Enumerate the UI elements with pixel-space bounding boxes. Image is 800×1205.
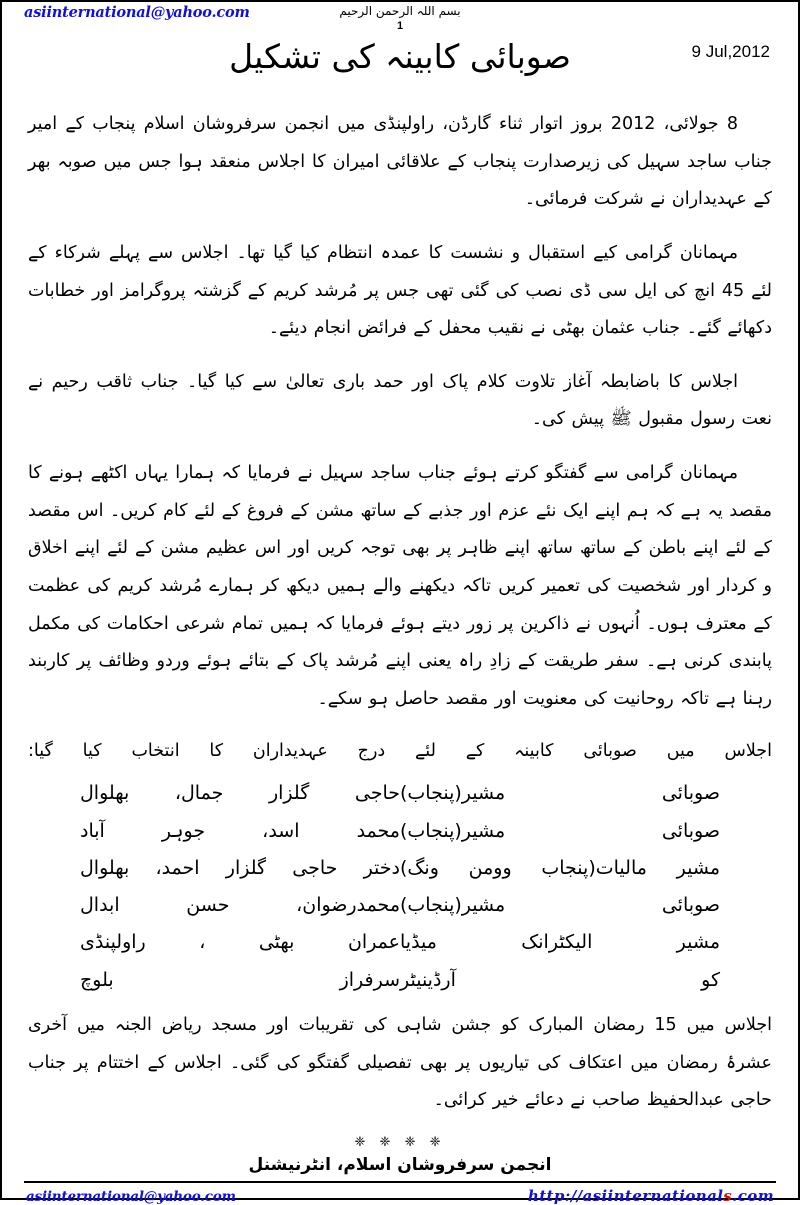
cabinet-role: صوبائی مشیر(پنجاب) <box>400 819 720 842</box>
cabinet-role: صوبائی مشیر(پنجاب) <box>400 782 720 805</box>
organization-name: انجمن سرفروشان اسلام، انٹرنیشنل <box>248 1154 552 1175</box>
cabinet-role: کو آرڈینیٹر <box>400 968 720 991</box>
table-row <box>80 775 720 812</box>
footer-email-link[interactable]: asiinternational@yahoo.com <box>26 1188 236 1205</box>
paragraph: 8 جولائی، 2012 بروز اتوار ثناء گارڈن، راولپنڈی میں انجمن سرفروشان اسلام پنجاب کے امیر جناب ساجد سہیل کی زیرصدارت پنجاب کے علاقائی امیران کا اجلاس منعقد ہوا جس میں صوبہ بھر کے عہدیداران نے شرکت فرمائی۔ <box>28 114 772 210</box>
cabinet-name: دختر حاجی گلزار احمد، بھلوال <box>80 856 400 879</box>
cabinet-table <box>80 775 720 999</box>
ornament-divider-icon: ❈ ❈ ❈ ❈ <box>354 1134 446 1150</box>
table-row <box>80 962 720 999</box>
footer-divider <box>24 1181 776 1183</box>
cabinet-name: سرفراز بلوچ <box>80 968 400 991</box>
footer-links <box>2 1187 798 1205</box>
footer-url-highlight: s <box>723 1186 733 1205</box>
paragraph: مہمانان گرامی سے گفتگو کرتے ہوئے جناب ساجد سہیل نے فرمایا کہ ہمارا یہاں اکٹھے ہونے کا مقصد یہ ہے کہ ہم اپنے ایک نئے عزم اور جذبے کے ساتھ مشن کے فروغ کے لئے کام کریں۔ اس مقصد کے لئے اپنے باطن کے ساتھ ساتھ اپنے ظاہر پر بھی توجہ کریں اور اس عظیم مشن کے لئے اپنے اخلاق و کردار اور شخصیت کی تعمیر کریں تاکہ دیکھنے والے ہمیں دیکھ کر ہمارے مُرشد کریم کی عظمت کے معترف ہوں۔ اُنہوں نے ذاکرین پر زور دیتے ہوئے فرمایا کہ ہمیں تمام شرعی احکامات کی مکمل پابندی کرنی ہے۔ سفر طریقت کے زادِ راہ یعنی اپنے مُرشد پاک کے بتائے ہوئے وردو وظائف پر کاربند رہنا ہے تاکہ روحانیت کی معنویت اور مقصد حاصل ہو سکے۔ <box>28 463 772 709</box>
publication-date: 9 Jul,2012 <box>691 42 770 61</box>
table-row <box>80 813 720 850</box>
table-row <box>80 850 720 887</box>
paragraph: مہمانان گرامی کیے استقبال و نشست کا عمدہ انتظام کیا گیا تھا۔ اجلاس سے پہلے شرکاء کے لئے 45 انچ کی ایل سی ڈی نصب کی گئی تھی جس پر مُرشد کریم کے گزشتہ پروگرامز اور خطابات دکھائے گئے۔ جناب عثمان بھٹی نے نقیب محفل کے فرائض انجام دیئے۔ <box>28 242 773 339</box>
document-header <box>2 2 798 106</box>
table-row <box>80 924 720 961</box>
cabinet-list-intro: اجلاس میں صوبائی کابینہ کے لئے درج عہدیداران کا انتخاب کیا گیا: <box>28 741 772 762</box>
cabinet-name: حاجی گلزار جمال، بھلوال <box>80 782 400 805</box>
table-row <box>80 887 720 924</box>
bismillah-text: بسم اللہ الرحمن الرحیم <box>339 4 461 18</box>
footer-website-link[interactable] <box>528 1187 774 1205</box>
article-body <box>2 106 798 1120</box>
cabinet-role: مشیر الیکٹرانک میڈیا <box>400 931 720 954</box>
cabinet-role: صوبائی مشیر(پنجاب) <box>400 894 720 917</box>
page-number: 1 <box>396 20 404 32</box>
header-email: asiinternational@yahoo.com <box>24 4 250 21</box>
paragraph: اجلاس کا باضابطہ آغاز تلاوت کلام پاک اور حمد باری تعالیٰ سے کیا گیا۔ جناب ثاقب رحیم نے نعت رسول مقبول ﷺ پیش کی۔ <box>28 371 772 430</box>
cabinet-role: مشیر مالیات(پنجاب وومن ونگ) <box>400 856 720 879</box>
cabinet-table-body <box>80 775 720 999</box>
page-title: صوبائی کابینہ کی تشکیل <box>229 37 571 76</box>
cabinet-name: محمدرضوان، حسن ابدال <box>80 894 400 917</box>
cabinet-name: محمد اسد، جوہر آباد <box>80 819 400 842</box>
footer-url-prefix: http://asiinternational <box>527 1186 724 1205</box>
cabinet-name: عمران بھٹی ، راولپنڈی <box>80 931 400 954</box>
closing-paragraph: اجلاس میں 15 رمضان المبارک کو جشن شاہی کی تقریبات اور مسجد ریاض الجنہ میں آخری عشرۂ رمضان میں اعتکاف کی تیاریوں پر بھی تفصیلی گفتگو کی گئی۔ اجلاس کے اختتام پر جناب حاجی عبدالحفیظ صاحب نے دعائے خیر کرائی۔ <box>28 1014 772 1111</box>
footer-url-suffix: .com <box>732 1186 774 1205</box>
